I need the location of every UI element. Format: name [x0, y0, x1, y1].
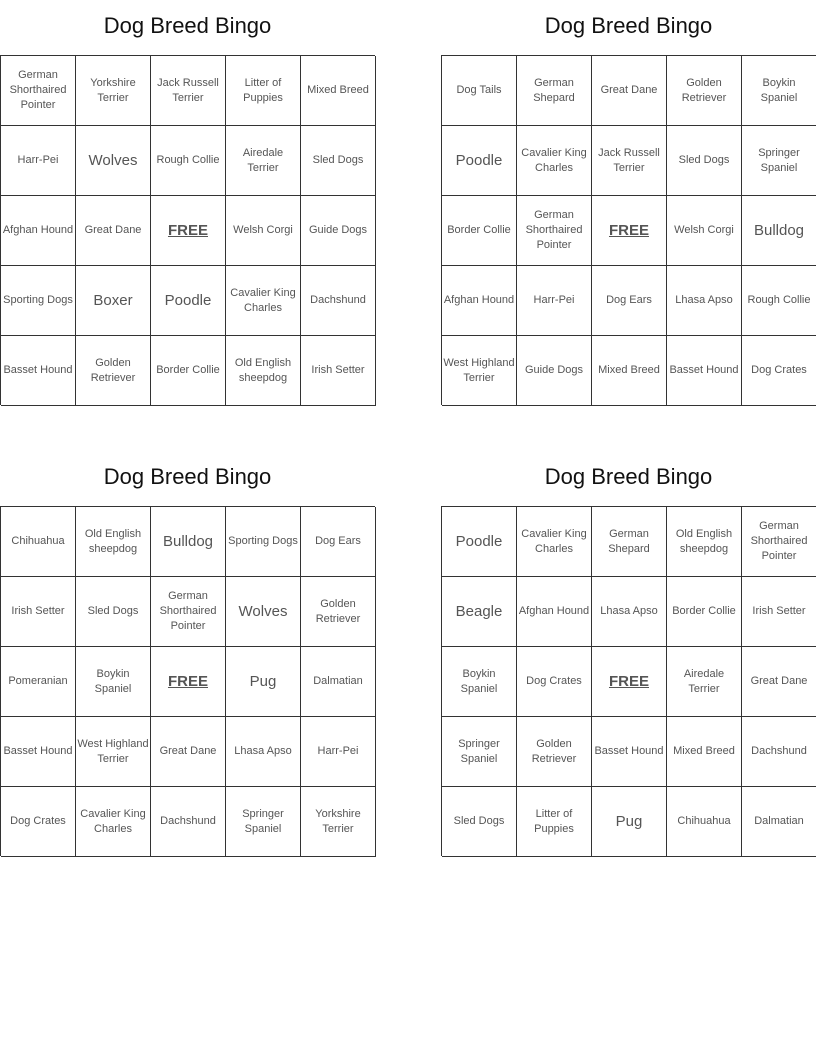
- bingo-cell: German Shorthaired Pointer: [517, 196, 592, 266]
- bingo-cell: Guide Dogs: [517, 336, 592, 406]
- bingo-cell: Airedale Terrier: [667, 647, 742, 717]
- bingo-cell: Basset Hound: [1, 717, 76, 787]
- bingo-cell: Lhasa Apso: [667, 266, 742, 336]
- bingo-cell: Afghan Hound: [1, 196, 76, 266]
- bingo-cell: Great Dane: [742, 647, 816, 717]
- card-title: Dog Breed Bingo: [544, 464, 713, 489]
- card-title: Dog Breed Bingo: [544, 13, 713, 38]
- bingo-cell: German Shepard: [517, 56, 592, 126]
- bingo-cell: German Shorthaired Pointer: [1, 56, 76, 126]
- bingo-cell: Dog Ears: [592, 266, 667, 336]
- bingo-cell: Old English sheepdog: [226, 336, 301, 406]
- bingo-cell: Pug: [226, 647, 301, 717]
- bingo-cell: Welsh Corgi: [667, 196, 742, 266]
- bingo-cell: Boxer: [76, 266, 151, 336]
- bingo-cell: Dalmatian: [742, 787, 816, 857]
- bingo-cell: Basset Hound: [667, 336, 742, 406]
- bingo-cell: German Shepard: [592, 507, 667, 577]
- bingo-grid: [0, 506, 375, 856]
- bingo-cell: Dog Crates: [742, 336, 816, 406]
- bingo-cell: Sled Dogs: [667, 126, 742, 196]
- bingo-cell: Irish Setter: [1, 577, 76, 647]
- bingo-cell: Harr-Pei: [301, 717, 376, 787]
- bingo-grid: [441, 506, 816, 856]
- bingo-cell: Cavalier King Charles: [76, 787, 151, 857]
- bingo-cell: Poodle: [151, 266, 226, 336]
- bingo-cell: Old English sheepdog: [667, 507, 742, 577]
- bingo-cell: Dog Crates: [517, 647, 592, 717]
- bingo-cell: Great Dane: [76, 196, 151, 266]
- bingo-cell: Litter of Puppies: [517, 787, 592, 857]
- card-title: Dog Breed Bingo: [103, 464, 272, 489]
- bingo-cell: Dachshund: [151, 787, 226, 857]
- bingo-cell: Bulldog: [742, 196, 816, 266]
- bingo-cell: Harr-Pei: [517, 266, 592, 336]
- bingo-cell: Irish Setter: [742, 577, 816, 647]
- bingo-cell: Welsh Corgi: [226, 196, 301, 266]
- bingo-cell: Dalmatian: [301, 647, 376, 717]
- bingo-grid: [0, 55, 375, 405]
- bingo-cell: Poodle: [442, 126, 517, 196]
- bingo-cell: Border Collie: [442, 196, 517, 266]
- bingo-cell: Boykin Spaniel: [442, 647, 517, 717]
- bingo-cell: Golden Retriever: [301, 577, 376, 647]
- bingo-cell: Old English sheepdog: [76, 507, 151, 577]
- bingo-cell: Boykin Spaniel: [76, 647, 151, 717]
- bingo-cell: Harr-Pei: [1, 126, 76, 196]
- bingo-cell: Cavalier King Charles: [226, 266, 301, 336]
- bingo-cell: German Shorthaired Pointer: [742, 507, 816, 577]
- bingo-cell: Border Collie: [151, 336, 226, 406]
- bingo-cell: Pomeranian: [1, 647, 76, 717]
- bingo-cell: Yorkshire Terrier: [301, 787, 376, 857]
- bingo-cell: Cavalier King Charles: [517, 507, 592, 577]
- bingo-cell: Pug: [592, 787, 667, 857]
- bingo-cell: Dog Ears: [301, 507, 376, 577]
- bingo-card-2: [441, 0, 816, 405]
- bingo-card-1: [0, 0, 375, 405]
- bingo-cell: Lhasa Apso: [592, 577, 667, 647]
- bingo-cell: Irish Setter: [301, 336, 376, 406]
- bingo-cell: Border Collie: [667, 577, 742, 647]
- bingo-cell: Springer Spaniel: [226, 787, 301, 857]
- bingo-cell: Great Dane: [592, 56, 667, 126]
- bingo-cell: Cavalier King Charles: [517, 126, 592, 196]
- bingo-cell: Sled Dogs: [76, 577, 151, 647]
- bingo-cell: Jack Russell Terrier: [151, 56, 226, 126]
- bingo-grid: [441, 55, 816, 405]
- bingo-cell: Dachshund: [301, 266, 376, 336]
- bingo-cell: Dog Tails: [442, 56, 517, 126]
- bingo-cell: Beagle: [442, 577, 517, 647]
- bingo-cell: Yorkshire Terrier: [76, 56, 151, 126]
- bingo-cell: Afghan Hound: [517, 577, 592, 647]
- free-space: FREE: [592, 647, 667, 717]
- bingo-cell: Rough Collie: [151, 126, 226, 196]
- bingo-cell: Dog Crates: [1, 787, 76, 857]
- free-space: FREE: [151, 647, 226, 717]
- bingo-cell: West Highland Terrier: [442, 336, 517, 406]
- bingo-cell: Poodle: [442, 507, 517, 577]
- bingo-cell: Basset Hound: [1, 336, 76, 406]
- bingo-cell: Lhasa Apso: [226, 717, 301, 787]
- bingo-cell: Guide Dogs: [301, 196, 376, 266]
- bingo-cell: Springer Spaniel: [442, 717, 517, 787]
- bingo-cell: Golden Retriever: [517, 717, 592, 787]
- card-title: Dog Breed Bingo: [103, 13, 272, 38]
- bingo-cell: Jack Russell Terrier: [592, 126, 667, 196]
- bingo-cell: Afghan Hound: [442, 266, 517, 336]
- bingo-cell: Golden Retriever: [667, 56, 742, 126]
- bingo-cell: Great Dane: [151, 717, 226, 787]
- bingo-cell: Mixed Breed: [301, 56, 376, 126]
- bingo-cell: Chihuahua: [1, 507, 76, 577]
- free-space: FREE: [592, 196, 667, 266]
- bingo-cell: Springer Spaniel: [742, 126, 816, 196]
- bingo-cell: Mixed Breed: [592, 336, 667, 406]
- bingo-cell: Mixed Breed: [667, 717, 742, 787]
- bingo-cell: West Highland Terrier: [76, 717, 151, 787]
- bingo-card-4: [441, 451, 816, 856]
- bingo-card-3: [0, 451, 375, 856]
- bingo-cell: Rough Collie: [742, 266, 816, 336]
- bingo-cell: Boykin Spaniel: [742, 56, 816, 126]
- free-space: FREE: [151, 196, 226, 266]
- bingo-cell: Sled Dogs: [301, 126, 376, 196]
- bingo-cell: Golden Retriever: [76, 336, 151, 406]
- bingo-cell: Airedale Terrier: [226, 126, 301, 196]
- bingo-cell: German Shorthaired Pointer: [151, 577, 226, 647]
- bingo-cell: Sporting Dogs: [226, 507, 301, 577]
- bingo-cell: Sporting Dogs: [1, 266, 76, 336]
- bingo-cell: Wolves: [76, 126, 151, 196]
- bingo-cell: Wolves: [226, 577, 301, 647]
- bingo-cell: Litter of Puppies: [226, 56, 301, 126]
- bingo-cell: Dachshund: [742, 717, 816, 787]
- bingo-cell: Basset Hound: [592, 717, 667, 787]
- bingo-cell: Bulldog: [151, 507, 226, 577]
- bingo-cell: Sled Dogs: [442, 787, 517, 857]
- bingo-cell: Chihuahua: [667, 787, 742, 857]
